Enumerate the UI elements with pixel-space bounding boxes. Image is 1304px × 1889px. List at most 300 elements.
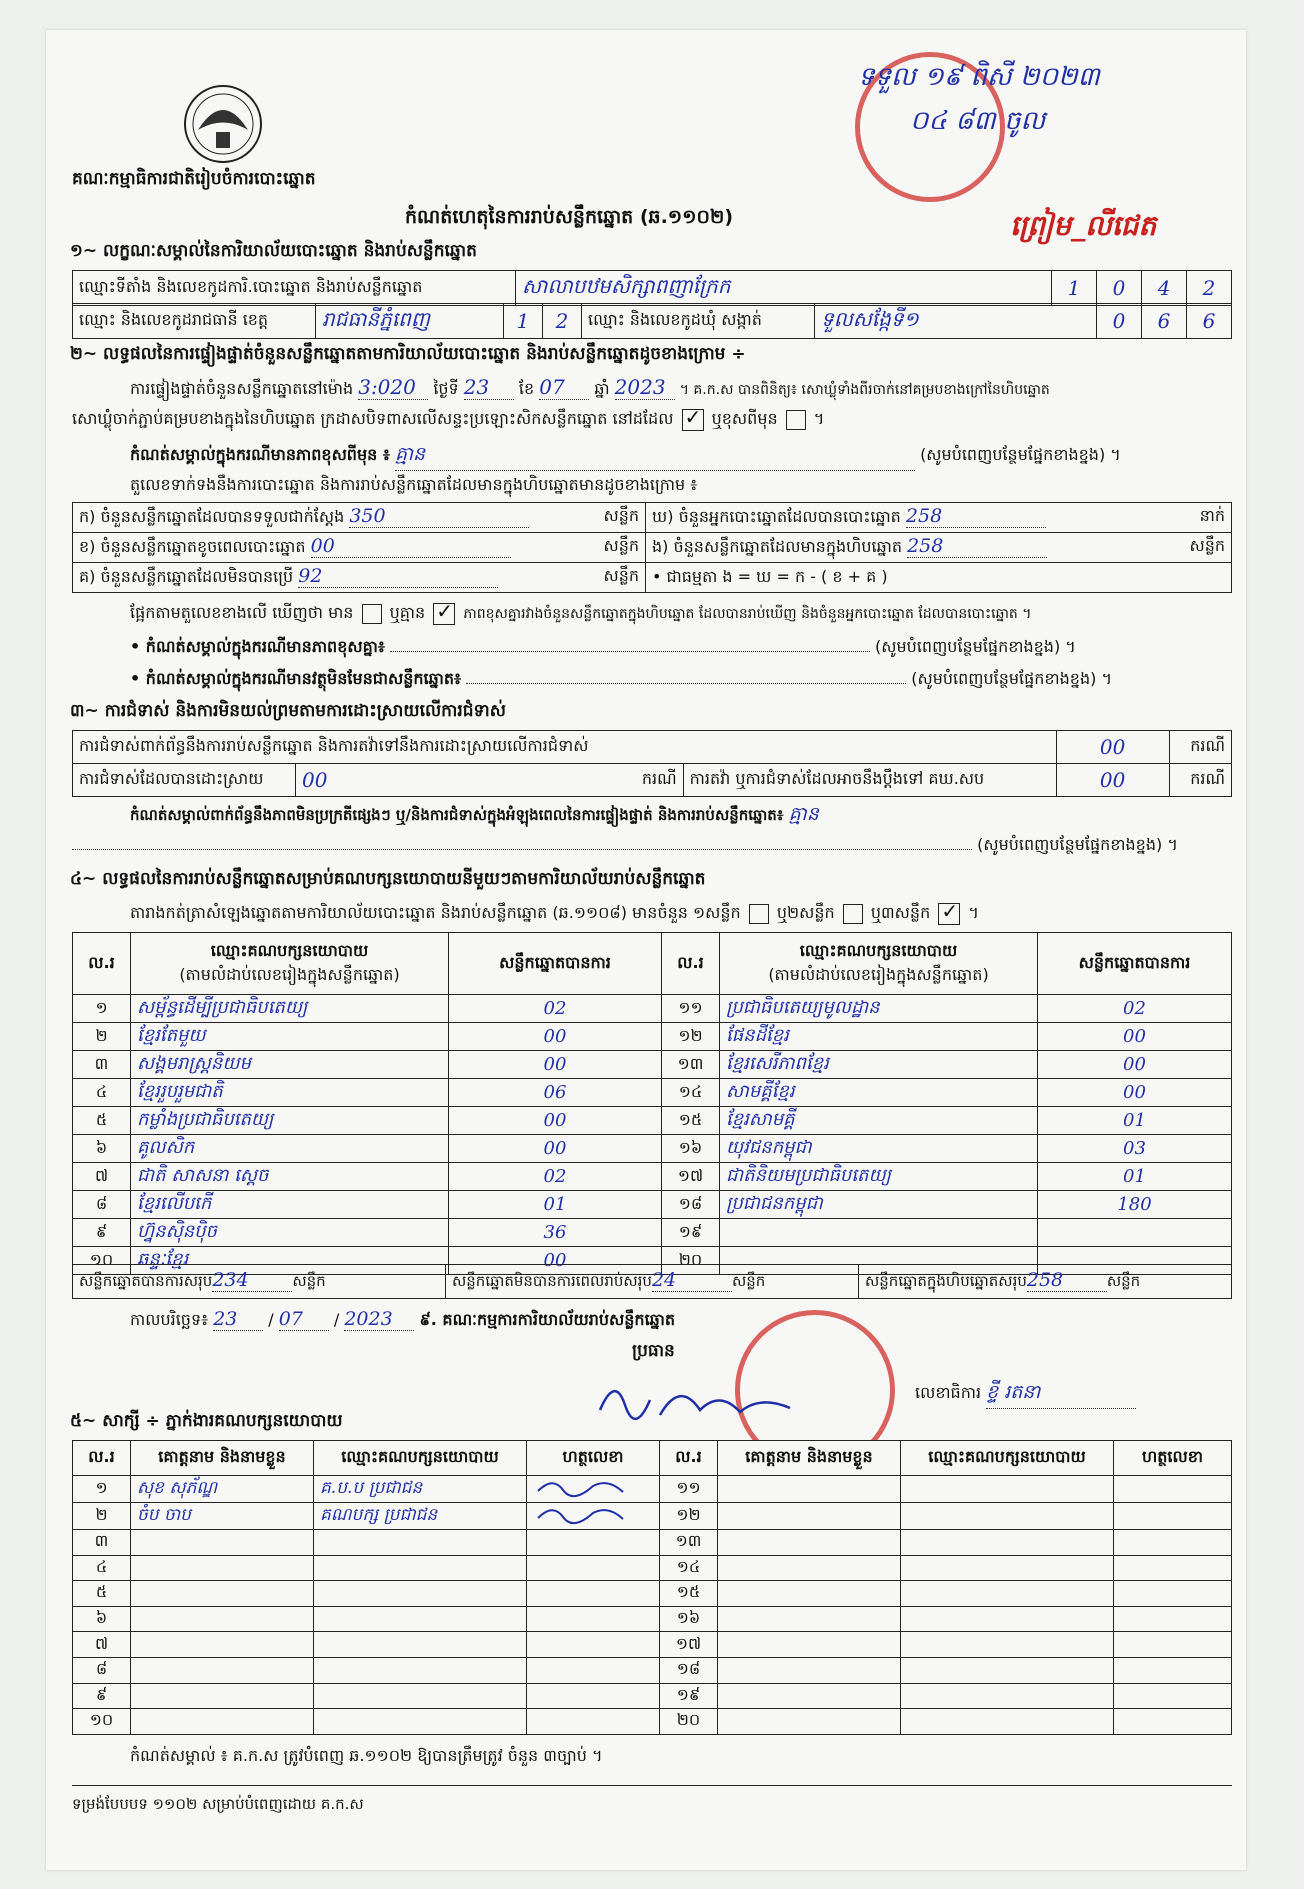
row-no: ២ — [73, 1503, 131, 1530]
ko-value: 92 — [298, 565, 498, 588]
date-day: 23 — [213, 1308, 263, 1331]
total-valid-unit: សន្លឹក — [292, 1272, 326, 1290]
section5-heading: ៥~ សាក្សី ÷ ភ្នាក់ងារគណបក្សនយោបាយ — [70, 1411, 343, 1431]
row-no: ១៣ — [662, 1051, 720, 1079]
objection-note-label: កំណត់សម្គាល់ពាក់ព័ន្ធនឹងភាពមិនប្រក្រតីផ្សេងៗ ឬ/និងការជំទាស់ក្នុងអំឡុងពេលនៃការផ្ទៀងផ្ទាត់ និងការរាប់សន្លឹកឆ្នោត៖ — [130, 806, 784, 824]
president-signature — [590, 1370, 820, 1430]
verify-time: 3:020 — [358, 375, 428, 400]
row-no: ៦ — [73, 1606, 131, 1632]
witness-party — [901, 1657, 1114, 1683]
bullet1-fill: (សូមបំពេញបន្ថែមផ្នែកខាងខ្នង) ។ — [875, 637, 1076, 656]
witness-signature — [1114, 1503, 1232, 1530]
row-no: ១៣ — [660, 1530, 718, 1556]
objection-table — [72, 730, 1232, 797]
objection-fill-dots — [72, 849, 972, 850]
count-table — [72, 502, 1232, 593]
witness-signature — [527, 1709, 660, 1735]
p2: សោឃ្លុំចាក់ភ្ជាប់គម្របខាងក្នុងនៃហិបឆ្នោត ក្រដាសបិទពាសលើសន្ទះប្រឡោះសិកសន្លឹកឆ្នោត នៅដដែល — [72, 409, 674, 428]
col-no-right: ល.រ — [662, 933, 720, 995]
witness-name — [718, 1581, 901, 1607]
vote-count: 02 — [449, 1163, 662, 1191]
kho-unit: នាក់ — [1199, 506, 1225, 525]
row-no: ១៨ — [662, 1191, 720, 1219]
witness-party — [901, 1709, 1114, 1735]
row-no: ១៥ — [660, 1581, 718, 1607]
party-name: ខ្មែរតែមួយ — [131, 1023, 449, 1051]
witness-name — [131, 1683, 314, 1709]
table-row — [73, 1079, 1232, 1107]
w-col-sign-right: ហត្ថលេខា — [1114, 1441, 1232, 1476]
witness-party — [314, 1632, 527, 1658]
ko-label: គ) ចំនួនសន្លឹកឆ្នោតដែលមិនបានប្រើ — [79, 567, 294, 586]
section4-intro-b: ឬ២សន្លឹក — [776, 903, 835, 922]
verify-year: 2023 — [615, 375, 675, 400]
no-difference-checkbox[interactable] — [433, 603, 455, 625]
table-row — [73, 1476, 1232, 1503]
vote-count: 06 — [449, 1079, 662, 1107]
date-month: 07 — [279, 1308, 329, 1331]
sheet-count-line: តារាងកត់ត្រាសំឡេងឆ្នោតតាមការិយាល័យបោះឆ្នោត និងរាប់សន្លឹកឆ្នោត (ឆ.១១០៨) មានចំនួន ១សន្លឹក ឬ២សន្លឹក ឬ៣សន្លឹក ✓ ។ — [130, 902, 1230, 926]
witness-party — [901, 1476, 1114, 1503]
r2-label-b: ការតវ៉ា ឬការជំទាស់ដែលអាចនឹងប្តឹងទៅ គឃ.សប — [683, 764, 1056, 797]
witness-signature — [1114, 1632, 1232, 1658]
r1-case: ករណី — [1169, 731, 1231, 764]
party-name: ហ្វ៊ុនស៊ិនប៉ិច — [131, 1219, 449, 1247]
row-no: ៨ — [73, 1657, 131, 1683]
vote-count: 03 — [1038, 1135, 1232, 1163]
note1-fill: (សូមបំពេញបន្ថែមផ្នែកខាងខ្នង) ។ — [920, 445, 1121, 464]
p1-a: ការផ្ទៀងផ្ទាត់ចំនួនសន្លឹកឆ្នោតនៅម៉ោង — [130, 379, 354, 398]
row2-code-b-3: 6 — [1187, 304, 1232, 339]
row2-label-b: ឈ្មោះ និងលេខកូដឃុំ សង្កាត់ — [582, 304, 815, 339]
p3: តួលេខទាក់ទងនឹងការបោះឆ្នោត និងការរាប់សន្លឹកឆ្នោតដែលមានក្នុងហិបឆ្នោតមានដូចខាងក្រោម ៖ — [130, 475, 698, 494]
row-no: ១៤ — [662, 1079, 720, 1107]
witness-signature — [527, 1530, 660, 1556]
row-no: ១០ — [73, 1709, 131, 1735]
bullet2: • កំណត់សម្គាល់ក្នុងករណីមានវត្ថុមិនមែនជាសន្លឹកឆ្នោត៖ — [130, 669, 462, 688]
party-name: ខ្មែរសេរីភាពខ្មែរ — [720, 1051, 1038, 1079]
w-col-party-left: ឈ្មោះគណបក្សនយោបាយ — [314, 1441, 527, 1476]
objection-fill-line — [72, 834, 1232, 858]
president-label: ប្រធាន — [632, 1341, 675, 1361]
col-votes-left: សន្លឹកឆ្នោតបានការ — [449, 933, 662, 995]
row-no: ៧ — [73, 1163, 131, 1191]
vote-count: 01 — [1038, 1163, 1232, 1191]
section4-intro-c: ឬ៣សន្លឹក — [870, 903, 931, 922]
row1-value: សាលាបឋមសិក្សាពញាក្រែក — [516, 271, 1052, 306]
changed-checkbox[interactable] — [786, 410, 806, 430]
table-row — [73, 1051, 1232, 1079]
section4-intro: តារាងកត់ត្រាសំឡេងឆ្នោតតាមការិយាល័យបោះឆ្នោត និងរាប់សន្លឹកឆ្នោត (ឆ.១១០៨) មានចំនួន ១សន្លឹក — [130, 903, 741, 922]
party-name — [720, 1219, 1038, 1247]
row2-label: ឈ្មោះ និងលេខកូដរាជធានី ខេត្ត — [73, 304, 316, 339]
row-no: ១៩ — [662, 1219, 720, 1247]
r1-value: 00 — [1056, 731, 1169, 764]
row-no: ១៧ — [662, 1163, 720, 1191]
committee-name: គណៈកម្មាធិការជាតិរៀបចំការបោះឆ្នោត — [72, 169, 316, 189]
table-row — [73, 1606, 1232, 1632]
w-col-name-left: គោត្តនាម និងនាមខ្លួន — [131, 1441, 314, 1476]
bullet1-line — [130, 636, 1230, 660]
witness-signature — [527, 1683, 660, 1709]
vote-count: 00 — [449, 1247, 662, 1275]
stamp-handwriting-2: ០៤ ៨៣ ចូល — [910, 106, 1046, 136]
witness-party — [901, 1503, 1114, 1530]
party-name: ជាតិនិយមប្រជាធិបតេយ្យ — [720, 1163, 1038, 1191]
table-row — [73, 1191, 1232, 1219]
ka-unit: សន្លឹក — [603, 506, 639, 525]
row-no: ១២ — [662, 1023, 720, 1051]
party-name: ប្រជាជនកម្ពុជា — [720, 1191, 1038, 1219]
row-no: ៦ — [73, 1135, 131, 1163]
party-name: ផែនដីខ្មែរ — [720, 1023, 1038, 1051]
col-party-sub-right: (តាមលំដាប់លេខរៀងក្នុងសន្លឹកឆ្នោត) — [768, 964, 989, 984]
row-no: ៣ — [73, 1530, 131, 1556]
kha-value: 00 — [311, 535, 511, 558]
witness-name — [131, 1530, 314, 1556]
row-no: ១ — [73, 995, 131, 1023]
vote-count: 01 — [1038, 1107, 1232, 1135]
total-box-label: សន្លឹកឆ្នោតក្នុងហិបឆ្នោតសរុប — [865, 1272, 1027, 1290]
witness-name — [718, 1555, 901, 1581]
row1-code-2: 0 — [1097, 271, 1142, 306]
total-invalid-unit: សន្លឹក — [731, 1272, 766, 1290]
vote-count: 00 — [449, 1051, 662, 1079]
ngo-unit: សន្លឹក — [1189, 536, 1225, 555]
ka-label: ក) ចំនួនសន្លឹកឆ្នោតដែលបានទទួលជាក់ស្តែង — [79, 507, 345, 526]
table-row — [73, 1555, 1232, 1581]
station-id-table — [72, 270, 1232, 306]
witness-name — [131, 1632, 314, 1658]
vote-count: 02 — [1038, 995, 1232, 1023]
witness-party — [901, 1606, 1114, 1632]
party-name: ខ្មែររួបរួមជាតិ — [131, 1079, 449, 1107]
row-no: ១៧ — [660, 1632, 718, 1658]
vote-count: 00 — [1038, 1051, 1232, 1079]
verify-month: 07 — [539, 375, 589, 400]
witness-signature — [1114, 1709, 1232, 1735]
witness-name — [131, 1606, 314, 1632]
witness-name — [718, 1530, 901, 1556]
ka-value: 350 — [349, 505, 529, 528]
table-row — [73, 1163, 1232, 1191]
party-name: ឆន្ទៈខ្មែរ — [131, 1247, 449, 1275]
r2-value-b: 00 — [1056, 764, 1169, 797]
secretary-label: លេខាធិការ — [915, 1383, 982, 1402]
row-no: ១៩ — [660, 1683, 718, 1709]
row-no: ២០ — [660, 1709, 718, 1735]
row-no: ១៦ — [662, 1135, 720, 1163]
unchanged-checkbox[interactable] — [682, 409, 704, 431]
secretary-value: ខ្ទី រតនា — [986, 1380, 1136, 1409]
w-col-name-right: គោត្តនាម និងនាមខ្លួន — [718, 1441, 901, 1476]
kha-label: ខ) ចំនួនសន្លឹកឆ្នោតខូចពេលបោះឆ្នោត — [79, 537, 306, 556]
row2-code-2: 2 — [543, 304, 582, 339]
row-no: ២០ — [662, 1247, 720, 1275]
date-year: 2023 — [344, 1308, 414, 1331]
row-no: ១៨ — [660, 1657, 718, 1683]
table-row — [73, 1135, 1232, 1163]
bullet1: • កំណត់សម្គាល់ក្នុងករណីមានភាពខុសគ្នា៖ — [130, 637, 385, 656]
one-sheet-checkbox[interactable] — [749, 904, 769, 924]
row-no: ១១ — [660, 1476, 718, 1503]
form-title: កំណត់ហេតុនៃការរាប់សន្លឹកឆ្នោត (ឆ.១១០២) — [405, 206, 734, 228]
date-label: កាលបរិច្ឆេទ៖ — [130, 1310, 209, 1329]
witness-party — [901, 1581, 1114, 1607]
witness-name — [718, 1476, 901, 1503]
witness-signature — [527, 1476, 660, 1503]
table-row — [73, 1023, 1232, 1051]
row1-label: ឈ្មោះទីតាំង និងលេខកូដការិ.បោះឆ្នោត និងរាប់សន្លឹកឆ្នោត — [73, 271, 516, 306]
has-difference-checkbox[interactable] — [362, 604, 382, 624]
witness-party — [314, 1606, 527, 1632]
party-name: ខ្មែរសាមគ្គី — [720, 1107, 1038, 1135]
row2-value: រាជធានីភ្នំពេញ — [316, 304, 504, 339]
two-sheet-checkbox[interactable] — [843, 904, 863, 924]
table-row — [73, 1581, 1232, 1607]
table-row — [73, 1530, 1232, 1556]
bullet2-dots — [466, 683, 906, 684]
party-name: ជាតិ សាសនា ស្តេច — [131, 1163, 449, 1191]
table-row — [73, 1107, 1232, 1135]
ko-unit: សន្លឹក — [603, 566, 639, 585]
table-row — [73, 1709, 1232, 1735]
witness-party — [314, 1581, 527, 1607]
kho-label: ឃ) ចំនួនអ្នកបោះឆ្នោតដែលបានបោះឆ្នោត — [652, 507, 901, 526]
row-no: ៨ — [73, 1191, 131, 1219]
table-row — [73, 1657, 1232, 1683]
kho-value: 258 — [906, 505, 1046, 528]
row-no: ៣ — [73, 1051, 131, 1079]
witness-name — [718, 1606, 901, 1632]
witness-signature — [1114, 1555, 1232, 1581]
note1-value: គ្មាន — [395, 442, 915, 471]
stamp-handwriting-1: ទទួល ១៩ ពិសី ២០២៣ — [858, 62, 1100, 92]
p4-b: ឬគ្មាន — [389, 603, 426, 622]
party-name: យុវជនកម្ពុជា — [720, 1135, 1038, 1163]
row-no: ៥ — [73, 1581, 131, 1607]
total-box: 258 — [1027, 1269, 1107, 1292]
vote-count: 36 — [449, 1219, 662, 1247]
witness-name: សុខ សុភ័ណ្ឌ — [131, 1476, 314, 1503]
row-no: ៩ — [73, 1683, 131, 1709]
row1-code-1: 1 — [1052, 271, 1097, 306]
vote-count: 00 — [449, 1135, 662, 1163]
objection-note-line — [130, 802, 1230, 830]
witness-party — [314, 1555, 527, 1581]
witness-signature — [1114, 1657, 1232, 1683]
party-results-table — [72, 932, 1232, 1275]
col-no-left: ល.រ — [73, 933, 131, 995]
r2-case: ករណី — [641, 769, 677, 788]
vote-count: 00 — [449, 1023, 662, 1051]
ngo-value: 258 — [907, 535, 1047, 558]
p1-d: ឆ្នាំ — [594, 379, 610, 398]
party-name: សម្ព័ន្ធដើម្បីប្រជាធិបតេយ្យ — [131, 995, 449, 1023]
p2-b: ឬខុសពីមុន — [711, 409, 778, 428]
witness-name — [131, 1709, 314, 1735]
date-suffix: ៩. គណៈកម្មការការិយាល័យរាប់សន្លឹកឆ្នោត — [419, 1310, 676, 1329]
party-name: សាមគ្គីខ្មែរ — [720, 1079, 1038, 1107]
w-col-no-right: ល.រ — [660, 1441, 718, 1476]
witness-signature — [1114, 1683, 1232, 1709]
witness-name — [718, 1632, 901, 1658]
vote-count: 00 — [449, 1107, 662, 1135]
witness-name — [131, 1555, 314, 1581]
row1-code-4: 2 — [1187, 271, 1232, 306]
col-party-sub-left: (តាមលំដាប់លេខរៀងក្នុងសន្លឹកឆ្នោត) — [179, 964, 400, 984]
bullet1-dots — [390, 651, 870, 652]
totals-table — [72, 1264, 1232, 1299]
p1-e: ។ គ.ក.ស បានពិនិត្យ៖ សោឃ្លុំទាំងពីរចាក់នៅគម្របខាងក្រៅនៃហិបឆ្នោត — [679, 382, 1050, 398]
party-name: សង្គមរាស្ត្រនិយម — [131, 1051, 449, 1079]
bullet2-line — [130, 668, 1230, 692]
witness-table — [72, 1440, 1232, 1735]
total-box-unit: សន្លឹក — [1106, 1272, 1141, 1290]
p1-b: ថ្ងៃទី — [433, 379, 459, 398]
section3-heading: ៣~ ការជំទាស់ និងការមិនយល់ព្រមតាមការដោះស្រាយលើការជំទាស់ — [70, 701, 506, 721]
party-name: គូលសិក — [131, 1135, 449, 1163]
witness-signature — [1114, 1476, 1232, 1503]
row-no: ៤ — [73, 1079, 131, 1107]
witness-signature — [527, 1581, 660, 1607]
kha-unit: សន្លឹក — [603, 536, 639, 555]
row2-code-b-1: 0 — [1097, 304, 1142, 339]
vote-count: 00 — [1038, 1079, 1232, 1107]
witness-signature — [527, 1503, 660, 1530]
witness-signature — [527, 1555, 660, 1581]
note1-line — [130, 442, 1230, 471]
table-row — [73, 1632, 1232, 1658]
red-handwriting: ព្រៀម_លីជេត — [1010, 209, 1157, 242]
row2-code-1: 1 — [504, 304, 543, 339]
committee-emblem — [178, 80, 268, 166]
row-no: ៧ — [73, 1632, 131, 1658]
note1-label: កំណត់សម្គាល់ក្នុងករណីមានភាពខុសពីមុន ៖ — [130, 445, 390, 464]
w-col-sign-left: ហត្ថលេខា — [527, 1441, 660, 1476]
witness-party: គ.ប.ប ប្រជាជន — [314, 1476, 527, 1503]
table-row — [73, 995, 1232, 1023]
vote-count: 00 — [1038, 1023, 1232, 1051]
row-no: ១២ — [660, 1503, 718, 1530]
table-row — [73, 1503, 1232, 1530]
witness-name — [718, 1683, 901, 1709]
three-sheet-checkbox[interactable] — [938, 903, 960, 925]
w-col-no-left: ល.រ — [73, 1441, 131, 1476]
witness-party — [901, 1555, 1114, 1581]
witness-name — [718, 1657, 901, 1683]
row2-code-b-2: 6 — [1142, 304, 1187, 339]
w-col-party-right: ឈ្មោះគណបក្សនយោបាយ — [901, 1441, 1114, 1476]
vote-count: 02 — [449, 995, 662, 1023]
row-no: ៤ — [73, 1555, 131, 1581]
party-name: ខ្មែរលើបកើ — [131, 1191, 449, 1219]
vote-count — [1038, 1219, 1232, 1247]
witness-name — [718, 1709, 901, 1735]
witness-party — [901, 1683, 1114, 1709]
witness-party — [314, 1683, 527, 1709]
row-no: ១៦ — [660, 1606, 718, 1632]
party-name: កម្លាំងប្រជាធិបតេយ្យ — [131, 1107, 449, 1135]
seal-status-line: សោឃ្លុំចាក់ភ្ជាប់គម្របខាងក្នុងនៃហិបឆ្នោត ក្រដាសបិទពាសលើសន្ទះប្រឡោះសិកសន្លឹកឆ្នោត នៅដដែល ✓ ឬខុសពីមុន ។ — [72, 408, 1232, 432]
witness-party — [314, 1709, 527, 1735]
witness-party — [314, 1530, 527, 1556]
row-no: ២ — [73, 1023, 131, 1051]
witness-signature — [527, 1657, 660, 1683]
section4-heading: ៤~ លទ្ធផលនៃការរាប់សន្លឹកឆ្នោតសម្រាប់គណបក្សនយោបាយនីមួយៗតាមការិយាល័យរាប់សន្លឹកឆ្នោត — [70, 869, 706, 889]
row2-value-b: ទួលសង្កែទី១ — [815, 304, 1097, 339]
total-valid-label: សន្លឹកឆ្នោតបានការសរុប — [79, 1272, 213, 1290]
witness-party — [901, 1632, 1114, 1658]
witness-signature — [1114, 1606, 1232, 1632]
vote-count: 01 — [449, 1191, 662, 1219]
r2-case-b: ករណី — [1169, 764, 1231, 797]
row-no: ១ — [73, 1476, 131, 1503]
secretary-line — [915, 1380, 1235, 1409]
bullet2-fill: (សូមបំពេញបន្ថែមផ្នែកខាងខ្នង) ។ — [911, 669, 1112, 688]
row1-code-3: 4 — [1142, 271, 1187, 306]
r2-value: 00 — [302, 768, 328, 792]
total-valid: 234 — [212, 1269, 292, 1292]
vote-count: 180 — [1038, 1191, 1232, 1219]
table-row — [73, 1683, 1232, 1709]
r2-label: ការជំទាស់ដែលបានដោះស្រាយ — [73, 764, 296, 797]
section1-heading: ១~ លក្ខណៈសម្គាល់នៃការិយាល័យបោះឆ្នោត និងរាប់សន្លឹកឆ្នោត — [70, 241, 477, 261]
verification-line — [130, 375, 1230, 402]
r1-label: ការជំទាស់ពាក់ព័ន្ធនឹងការរាប់សន្លឹកឆ្នោត និងការតវ៉ាទៅនឹងការដោះស្រាយលើការជំទាស់ — [73, 731, 1057, 764]
col-votes-right: សន្លឹកឆ្នោតបានការ — [1038, 933, 1232, 995]
p1-c: ខែ — [518, 379, 535, 398]
row-no: ១១ — [662, 995, 720, 1023]
total-invalid-label: សន្លឹកឆ្នោតមិនបានការពេលរាប់សរុប — [452, 1272, 652, 1290]
p4-c: ភាពខុសគ្នារវាងចំនួនសន្លឹកឆ្នោតក្នុងហិបឆ្នោត ដែលបានរាប់ឃើញ និងចំនួនអ្នកបោះឆ្នោត ដែលបានបោះឆ្នោត ។ — [463, 606, 1032, 622]
section2-heading: ២~ លទ្ធផលនៃការផ្ទៀងផ្ទាត់ចំនួនសន្លឹកឆ្នោតតាមការិយាល័យបោះឆ្នោត និងរាប់សន្លឹកឆ្នោតដូចខាងក្រោម ÷ — [70, 344, 746, 364]
row-no: ១៥ — [662, 1107, 720, 1135]
witness-name — [131, 1657, 314, 1683]
witness-name — [131, 1581, 314, 1607]
date-line: កាលបរិច្ឆេទ៖ 23 / 07 / 2023 ៩. គណៈកម្មការការិយាល័យរាប់សន្លឹកឆ្នោត — [130, 1308, 676, 1330]
party-name: ប្រជាធិបតេយ្យមូលដ្ឋាន — [720, 995, 1038, 1023]
col-party-right: ឈ្មោះគណបក្សនយោបាយ — [799, 940, 958, 960]
table-row — [73, 1219, 1232, 1247]
verify-day: 23 — [464, 375, 514, 400]
row-no: ១៤ — [660, 1555, 718, 1581]
row-no: ៥ — [73, 1107, 131, 1135]
witness-party — [314, 1657, 527, 1683]
p4-a: ផ្អែកតាមតួលេខខាងលើ ឃើញថា មាន — [130, 603, 354, 622]
formula: • ជាធម្មតា ង = ឃ = ក - ( ខ + គ ) — [646, 563, 1232, 593]
total-invalid: 24 — [652, 1269, 732, 1292]
witness-name — [718, 1503, 901, 1530]
row-no: ១០ — [73, 1247, 131, 1275]
difference-line — [130, 602, 1230, 626]
objection-note-value: គ្មាន — [788, 803, 819, 825]
witness-party: គណបក្ស ប្រជាជន — [314, 1503, 527, 1530]
objection-fill: (សូមបំពេញបន្ថែមផ្នែកខាងខ្នង) ។ — [977, 835, 1178, 854]
province-table — [72, 303, 1232, 339]
witness-signature — [1114, 1530, 1232, 1556]
footer-note: កំណត់សម្គាល់ ៖ គ.ក.ស ត្រូវបំពេញ ឆ.១១០២ ឱ្យបានត្រឹមត្រូវ ចំនួន ៣ច្បាប់ ។ — [130, 1746, 603, 1765]
witness-party — [901, 1530, 1114, 1556]
witness-name: ចំប ចាប — [131, 1503, 314, 1530]
witness-signature — [1114, 1581, 1232, 1607]
row-no: ៩ — [73, 1219, 131, 1247]
footer-form: ទម្រង់បែបបទ ១១០២ សម្រាប់បំពេញដោយ គ.ក.ស — [72, 1795, 364, 1813]
witness-signature — [527, 1606, 660, 1632]
ngo-label: ង) ចំនួនសន្លឹកឆ្នោតដែលមានក្នុងហិបឆ្នោត — [652, 537, 902, 556]
witness-signature — [527, 1632, 660, 1658]
col-party-left: ឈ្មោះគណបក្សនយោបាយ — [210, 940, 369, 960]
